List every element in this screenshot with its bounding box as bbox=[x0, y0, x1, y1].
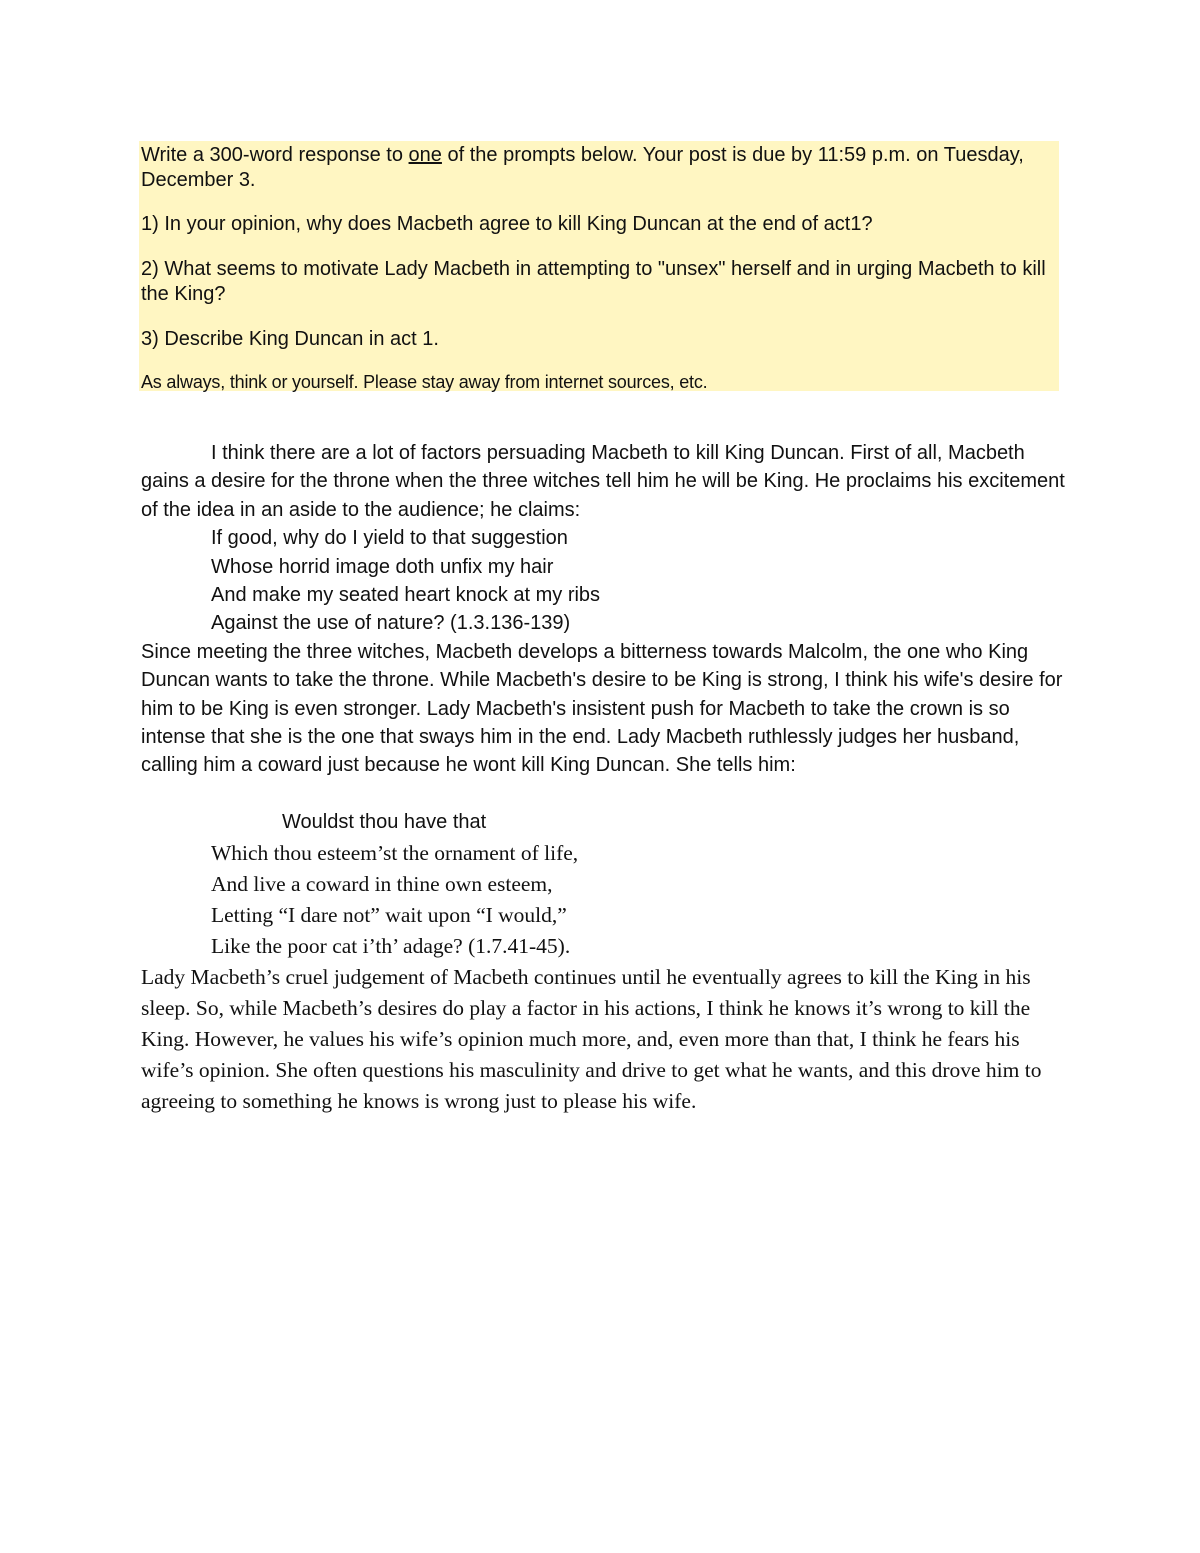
response-paragraph-2: Since meeting the three witches, Macbeth develops a bitterness towards Malcolm, the one who King Duncan wants to take the throne. While Macbeth's desire to be King is strong, I think his wife's desire for him to be King is even stronger. Lady Macbeth's insistent push for Macbeth to take the crown is so intense that she is the one that sways him in the end. Lady Macbeth ruthlessly judges her husband, calling him a coward just because he wont kill King Duncan. She tells him: bbox=[141, 640, 1063, 777]
response-serif-section bbox=[141, 807, 1071, 1117]
prompt-question-3: 3) Describe King Duncan in act 1. bbox=[141, 328, 439, 350]
prompt-intro-after: of the prompts below. Your post is due by 11:59 p.m. on Tuesday, December 3. bbox=[141, 144, 1024, 191]
quote-2-line-5: Like the poor cat i’th’ adage? (1.7.41-45). bbox=[211, 934, 571, 958]
prompt-intro bbox=[141, 143, 1057, 193]
quote-1-line-3: And make my seated heart knock at my ribs bbox=[211, 584, 601, 607]
quote-2-line-4: Letting “I dare not” wait upon “I would,” bbox=[211, 903, 567, 927]
prompt-note: As always, think or yourself. Please stay away from internet sources, etc. bbox=[141, 372, 708, 392]
quote-2-line-1: Wouldst thou have that bbox=[282, 811, 487, 833]
response-paragraph-1: I think there are a lot of factors persuading Macbeth to kill King Duncan. First of all, Macbeth gains a desire for the throne when the three witches tell him he will be King. He proclaims his excitement of the idea in an aside to the audience; he claims: bbox=[141, 442, 1065, 521]
prompt-intro-underlined: one bbox=[408, 144, 442, 166]
prompt-question-1: 1) In your opinion, why does Macbeth agree to kill King Duncan at the end of act1? bbox=[141, 213, 873, 235]
response-paragraph-3: Lady Macbeth’s cruel judgement of Macbeth continues until he eventually agrees to kill the King in his sleep. So, while Macbeth’s desires do play a factor in his actions, I think he knows it’s wrong to kill the King. However, he values his wife’s opinion much more, and, even more than that, I think he fears his wife’s opinion. She often questions his masculinity and drive to get what he wants, and this drove him to agreeing to something he knows is wrong just to please his wife. bbox=[141, 965, 1042, 1113]
quote-1-line-1: If good, why do I yield to that suggestion bbox=[211, 527, 568, 550]
quote-2-line-2: Which thou esteem’st the ornament of life, bbox=[211, 841, 579, 865]
quote-1-line-2: Whose horrid image doth unfix my hair bbox=[211, 555, 554, 578]
quote-2-line-3: And live a coward in thine own esteem, bbox=[211, 872, 553, 896]
prompt-intro-before: Write a 300-word response to bbox=[141, 144, 409, 166]
assignment-prompt-box bbox=[139, 141, 1059, 391]
response-sans-section bbox=[141, 439, 1071, 780]
prompt-question-2: 2) What seems to motivate Lady Macbeth in attempting to "unsex" herself and in urging Macbeth to kill the King? bbox=[141, 258, 1046, 305]
quote-1-line-4: Against the use of nature? (1.3.136-139) bbox=[211, 612, 571, 635]
